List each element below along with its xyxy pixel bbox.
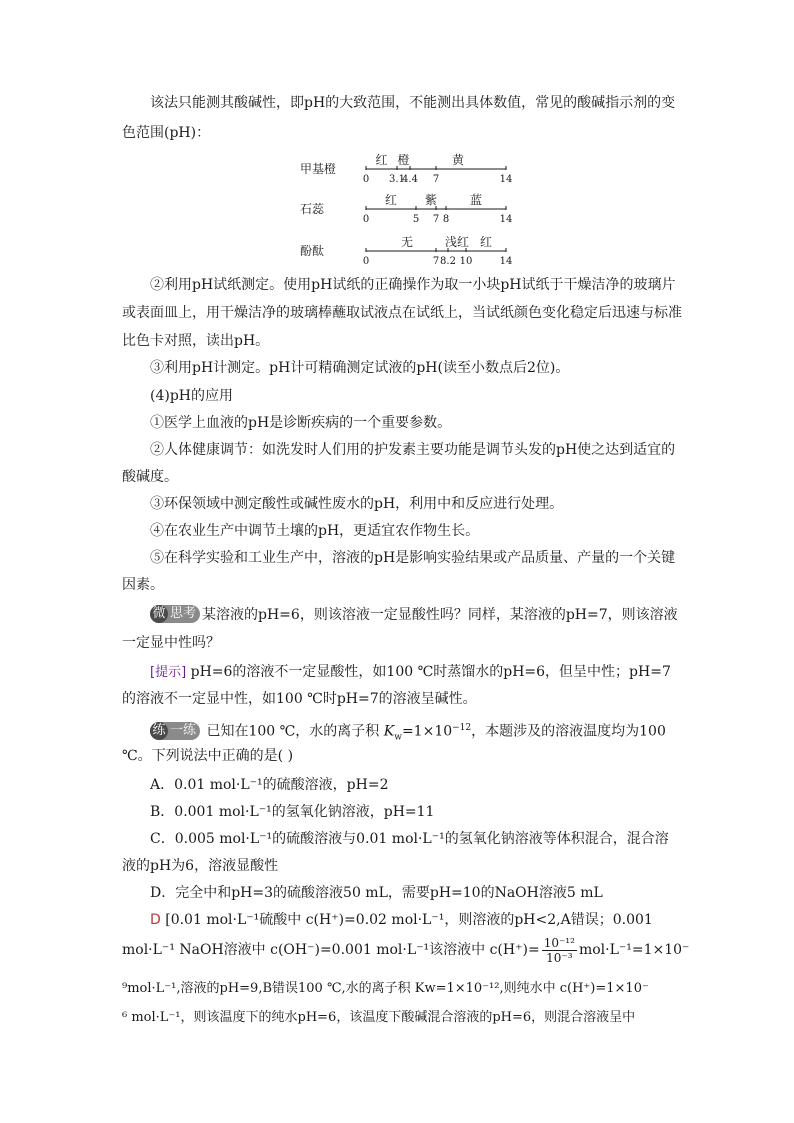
- intro-line-2: 色范围(pH)：: [122, 125, 211, 141]
- range-tick-label: 14: [499, 174, 513, 185]
- option-a: A．0.01 mol·L⁻¹的硫酸溶液，pH=2: [150, 777, 389, 793]
- range-tick-label: 3.1: [389, 174, 405, 185]
- color-zone-label: 红: [479, 235, 493, 249]
- practice-badge: 练 一练: [150, 722, 200, 740]
- indicator-name: 甲基橙: [300, 162, 337, 176]
- hint-line-1: [提示] pH=6的溶液不一定显酸性，如100 ℃时蒸馏水的pH=6，但呈中性；pH=7: [150, 664, 671, 680]
- practice-line-2: ℃。下列说法中正确的是( ): [122, 748, 294, 764]
- option-d: D．完全中和pH=3的硫酸溶液50 mL，需要pH=10的NaOH溶液5 mL: [150, 885, 603, 901]
- p4-item-3: ③环保领域中测定酸性或碱性废水的pH，利用中和反应进行处理。: [150, 496, 564, 512]
- intro-line-1: 该法只能测其酸碱性，即pH的大致范围，不能测出具体数值，常见的酸碱指示剂的变: [150, 95, 676, 111]
- range-tick-label: 0: [362, 256, 370, 267]
- color-zone-label: 红: [375, 153, 388, 167]
- p2-line-3: 比色卡对照，读出pH。: [122, 333, 270, 349]
- range-tick-label: 14: [499, 214, 513, 225]
- answer-line-2: mol·L⁻¹ NaOH溶液中 c(OH⁻)=0.001 mol·L⁻¹该溶液中 c(H⁺)= $\frac{\text{10⁻¹²}}{\text{10⁻³}}$ mol·L⁻¹=1×10⁻: [122, 935, 690, 965]
- p2-line-2: 或表面皿上，用干燥洁净的玻璃棒蘸取试液点在试纸上，当试纸颜色变化稳定后迅速与标准: [122, 305, 682, 321]
- hint-line-2: 的溶液不一定显中性，如100 ℃时pH=7的溶液呈碱性。: [122, 691, 477, 707]
- color-zone-label: 紫: [424, 193, 438, 207]
- answer-letter: D: [150, 912, 161, 928]
- p4-item-5-line-2: 因素。: [122, 577, 164, 593]
- range-tick-label: 7: [432, 256, 440, 267]
- indicator-name: 石蕊: [300, 202, 325, 216]
- range-tick-label: 7: [432, 214, 440, 225]
- color-zone-label: 无: [400, 235, 414, 249]
- p3-line: ③利用pH计测定。pH计可精确测定试液的pH(读至小数点后2位)。: [150, 360, 570, 376]
- answer-fraction: $\frac{\text{10⁻¹²}}{\text{10⁻³}}$: [543, 935, 575, 965]
- indicator-name: 酚酞: [300, 244, 325, 258]
- range-tick-label: 10: [459, 256, 473, 267]
- indicator-ranges-figure: [300, 146, 530, 270]
- p4-item-1: ①医学上血液的pH是诊断疾病的一个重要参数。: [150, 415, 452, 431]
- color-zone-label: 浅红: [444, 235, 470, 249]
- think-question-line-2: 一定显中性吗？: [122, 635, 220, 651]
- range-tick-label: 7: [432, 174, 440, 185]
- think-badge: 微 思考: [150, 605, 200, 623]
- color-zone-label: 蓝: [469, 193, 483, 207]
- range-tick-label: 0: [362, 174, 370, 185]
- p4-item-5-line-1: ⑤在科学实验和工业生产中，溶液的pH是影响实验结果或产品质量、产量的一个关键: [150, 550, 676, 566]
- answer-line-1: D [0.01 mol·L⁻¹硫酸中 c(H⁺)=0.02 mol·L⁻¹，则溶液的pH<2,A错误；0.001: [150, 912, 653, 928]
- option-c-line-1: C．0.005 mol·L⁻¹的硫酸溶液与0.01 mol·L⁻¹的氢氧化钠溶液等体积混合，混合溶: [150, 831, 669, 847]
- p4-item-4: ④在农业生产中调节土壤的pH，更适宜农作物生长。: [150, 523, 480, 539]
- color-zone-label: 橙: [397, 153, 410, 167]
- color-zone-label: 黄: [451, 153, 465, 167]
- answer-line-4: ⁶ mol·L⁻¹，则该温度下的纯水pH=6，该温度下酸碱混合溶液的pH=6，则混合溶液呈中: [122, 1010, 636, 1025]
- range-tick-label: 0: [362, 214, 370, 225]
- color-zone-label: 红: [384, 193, 398, 207]
- practice-line-1: 练 一练 已知在100 ℃，水的离子积 $K_w=1\times 10^{-12}$，本题涉及的溶液温度均为100: [150, 713, 706, 752]
- range-tick-label: 14: [499, 256, 513, 267]
- range-tick-label: 5: [412, 214, 420, 225]
- option-b: B．0.001 mol·L⁻¹的氢氧化钠溶液，pH=11: [150, 804, 435, 820]
- range-tick-label: 4.4: [402, 174, 418, 185]
- range-tick-label: 8.2: [440, 256, 456, 267]
- range-tick-label: 8: [442, 214, 450, 225]
- p2-line-1: ②利用pH试纸测定。使用pH试纸的正确操作为取一小块pH试纸于干燥洁净的玻璃片: [150, 277, 676, 293]
- p4-item-2-line-2: 酸碱度。: [122, 469, 178, 485]
- p4-title: (4)pH的应用: [150, 388, 234, 404]
- answer-line-3: ⁹mol·L⁻¹,溶液的pH=9,B错误100 ℃,水的离子积 Kw=1×10⁻¹²,则纯水中 c(H⁺)=1×10⁻: [122, 981, 649, 996]
- hint-label: [提示]: [150, 665, 187, 680]
- think-question-line-1: 微 思考 某溶液的pH=6，则该溶液一定显酸性吗？同样，某溶液的pH=7，则该溶液: [150, 600, 706, 630]
- p4-item-2-line-1: ②人体健康调节：如洗发时人们用的护发素主要功能是调节头发的pH使之达到适宜的: [150, 442, 676, 458]
- option-c-line-2: 液的pH为6，溶液显酸性: [122, 858, 279, 874]
